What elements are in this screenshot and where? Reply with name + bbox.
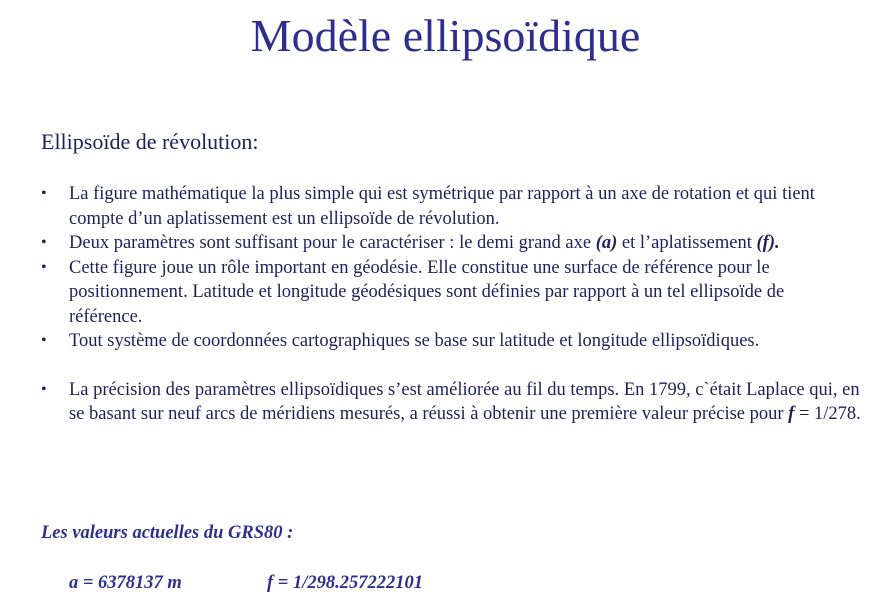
section-subtitle: Ellipsoïde de révolution: — [41, 129, 259, 154]
bullet-icon: • — [41, 332, 47, 349]
bullet-item-1 — [41, 182, 861, 231]
bullet-list — [41, 182, 861, 427]
bullet-icon: • — [41, 380, 47, 398]
bullet-item-3 — [41, 256, 861, 330]
bullet-item-2 — [41, 231, 861, 256]
bullet-text: Cette figure joue un rôle important en géodésie. Elle constitue une surface de référence pour le positionnement. Latitude et longitude géodésiques sont définies par rapport à un tel ellipsoïde de référence. — [69, 257, 785, 327]
bullet-icon: • — [41, 185, 47, 202]
bullet-text-part: Deux paramètres sont suffisant pour le caractériser : le demi grand axe — [69, 233, 596, 253]
bullet-item-5 — [41, 378, 861, 427]
bullet-item-4 — [41, 329, 861, 354]
grs80-a-value: a = 6378137 m — [69, 573, 182, 593]
bullet-text: Tout système de coordonnées cartographiques se base sur latitude et longitude ellipsoïdiques. — [69, 331, 760, 351]
page-title: Modèle ellipsoïdique — [250, 10, 641, 61]
bullet-text: La figure mathématique la plus simple qui est symétrique par rapport à un axe de rotation et qui tient compte d’un aplatissement est un ellipsoïde de révolution. — [69, 184, 815, 229]
bullet-text-part: et l’aplatissement — [617, 233, 757, 253]
param-a-emphasis: (a) — [595, 233, 618, 253]
bullet-icon: • — [41, 234, 47, 251]
param-f-emphasis: f — [788, 404, 795, 424]
grs80-heading: Les valeurs actuelles du GRS80 : — [41, 523, 294, 543]
param-f-emphasis: (f). — [756, 233, 780, 253]
bullet-text-part: = 1/278. — [794, 404, 861, 424]
bullet-text-part: La précision des paramètres ellipsoïdiques s’est améliorée au fil du temps. En 1799, c`était Laplace qui, en se basant sur neuf arcs de méridiens mesurés, a réussi à obtenir une première valeur précise pour — [69, 379, 860, 424]
grs80-f-value: f = 1/298.257222101 — [267, 573, 423, 593]
bullet-icon: • — [41, 258, 47, 276]
grs80-values — [69, 571, 423, 595]
